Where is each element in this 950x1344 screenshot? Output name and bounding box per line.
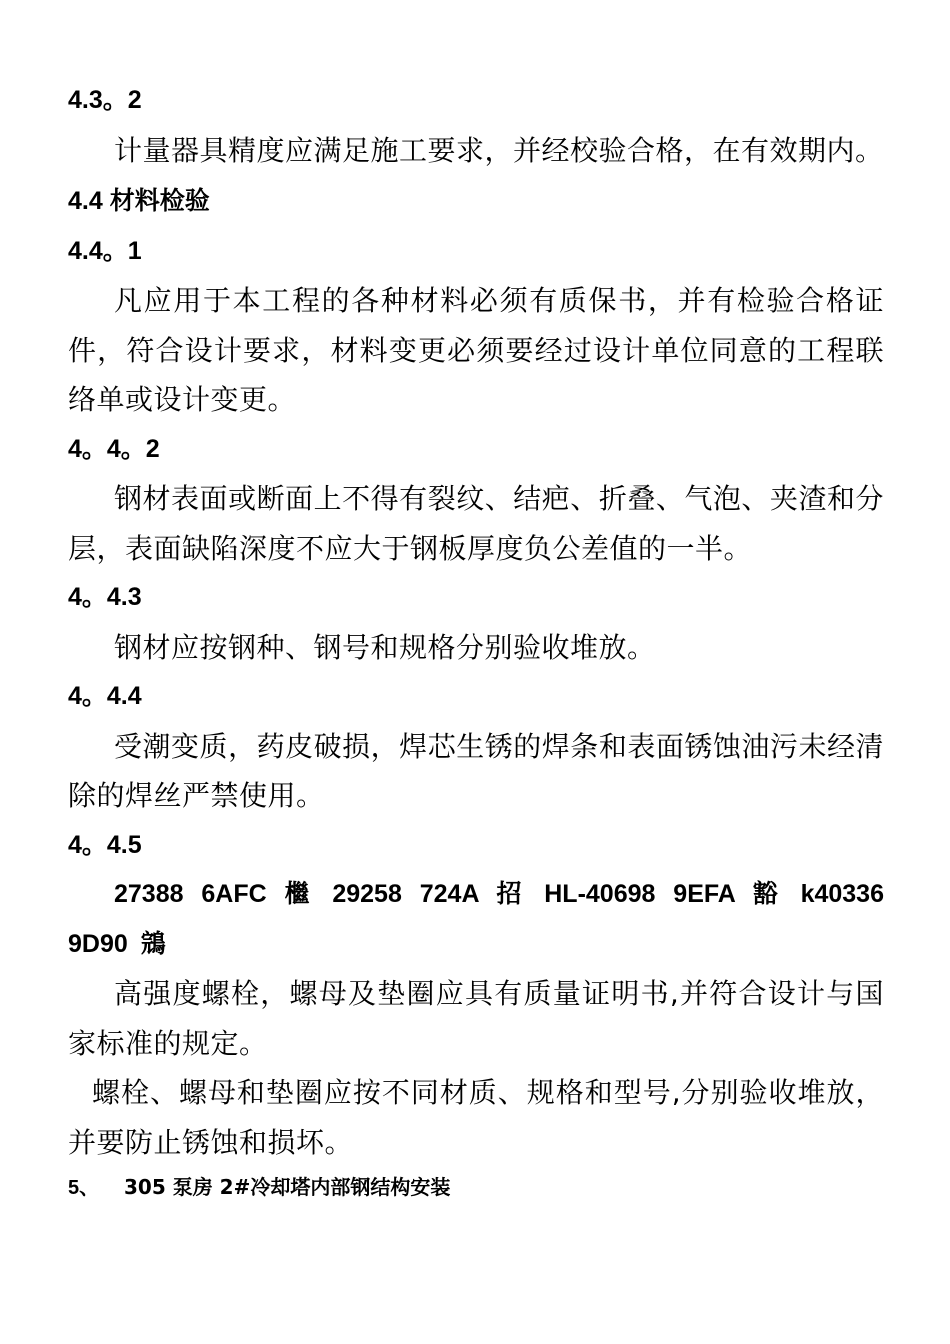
paragraph-measuring-tools: 计量器具精度应满足施工要求，并经校验合格，在有效期内。 bbox=[114, 133, 884, 167]
encoded-text-line: 27388 6AFC 檵 29258 724A 招 HL-40698 9EFA 豁 k40336 9D90 鵍 bbox=[68, 880, 884, 958]
clause-number-4-4-5: 4。4.5 bbox=[68, 830, 142, 859]
section-5-number: 5、 bbox=[68, 1177, 100, 1199]
section-5-title bbox=[68, 1167, 884, 1208]
paragraph-steel-surface: 钢材表面或断面上不得有裂纹、结疤、折叠、气泡、夹渣和分层，表面缺陷深度不应大于钢板厚度负公差值的一半。 bbox=[68, 482, 884, 565]
clause-number-4-4-2: 4。4。2 bbox=[68, 434, 160, 463]
paragraph-welding-rods: 受潮变质，药皮破损，焊芯生锈的焊条和表面锈蚀油污未经清除的焊丝严禁使用。 bbox=[68, 729, 884, 812]
clause-number-4-4-1: 4.4。1 bbox=[68, 236, 142, 265]
document-page bbox=[68, 76, 884, 1208]
clause-number-4-3-2: 4.3。2 bbox=[68, 86, 142, 114]
section-heading-material-inspection bbox=[68, 175, 884, 227]
clause-number-4-4-4: 4。4.4 bbox=[68, 682, 142, 710]
paragraph-material-certificates: 凡应用于本工程的各种材料必须有质保书，并有检验合格证件，符合设计要求，材料变更必须要经过设计单位同意的工程联络单或设计变更。 bbox=[68, 284, 884, 416]
paragraph-high-strength-bolts: 高强度螺栓，螺母及垫圈应具有质量证明书,并符合设计与国家标准的规定。 bbox=[68, 977, 884, 1060]
section-heading-text: 4.4 材料检验 bbox=[68, 187, 210, 215]
paragraph-steel-storage: 钢材应按钢种、钢号和规格分别验收堆放。 bbox=[114, 630, 656, 664]
clause-number-4-4-3: 4。4.3 bbox=[68, 583, 142, 611]
paragraph-bolt-storage: 螺栓、螺母和垫圈应按不同材质、规格和型号,分别验收堆放，并要防止锈蚀和损坏。 bbox=[68, 1076, 884, 1159]
section-5-title-text: 305 泵房 2#冷却塔内部钢结构安装 bbox=[124, 1175, 451, 1199]
